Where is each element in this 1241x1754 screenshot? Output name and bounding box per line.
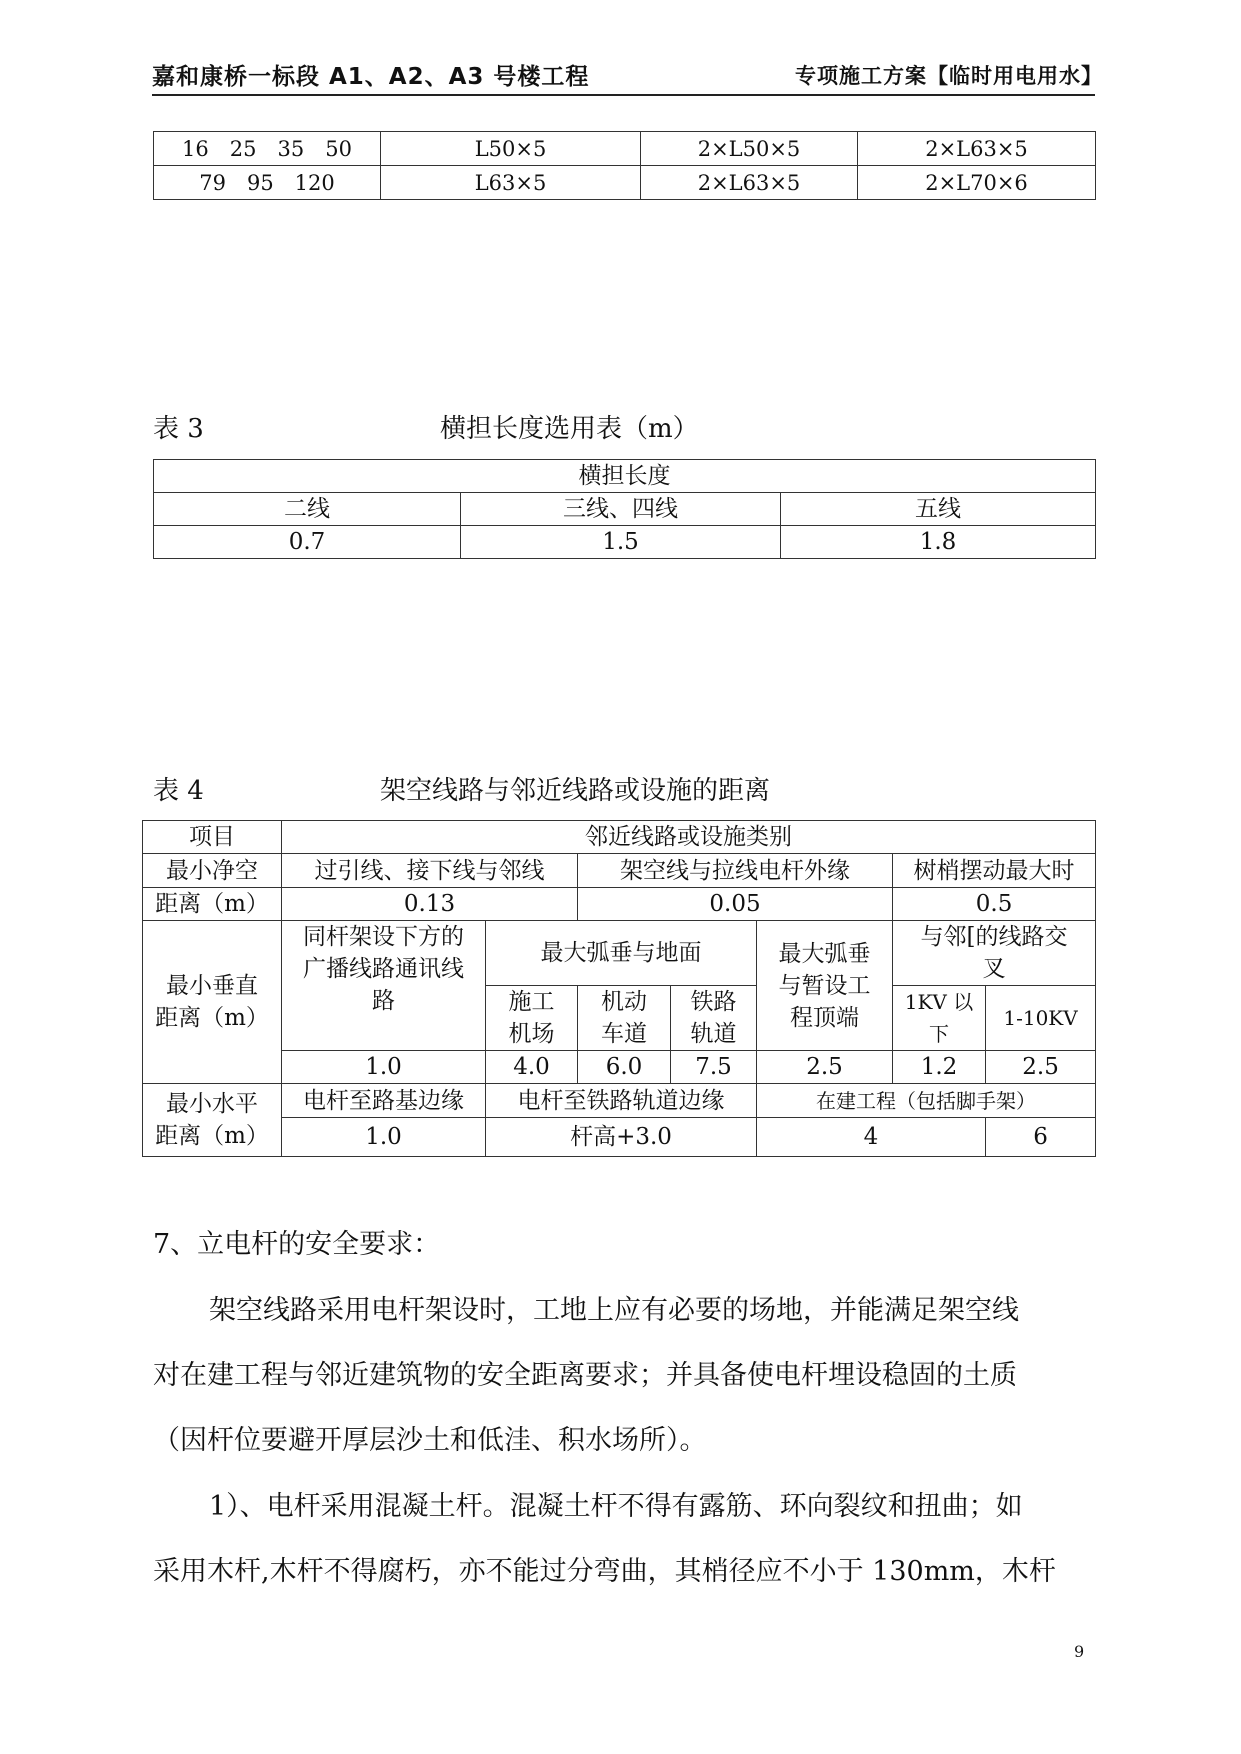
table-cell: 1-10KV [986,986,1096,1051]
header-project-title: 嘉和康桥一标段 A1、A2、A3 号楼工程 [152,64,590,90]
table-row [154,526,1096,559]
row-label-line: 距离（m） [155,1005,269,1031]
cell-line: 程顶端 [790,1004,859,1031]
cell-line: 施工 [508,989,555,1015]
table-cell: 16 25 35 50 [154,132,381,166]
paragraph-line: （因杆位要避开厚层沙土和低洼、积水场所）。 [153,1425,707,1456]
cell-line: 同杆架设下方的 [303,924,464,950]
table-cell: 2×L50×5 [641,132,858,166]
header-rule [152,94,1095,96]
table-cell: 过引线、接下线与邻线 [282,854,578,888]
table-cell: L63×5 [381,166,641,200]
row-label [143,921,282,1084]
table-row [143,1051,1096,1084]
row-label: 最小净空 [143,854,282,888]
table-cell: 2×L63×5 [858,132,1096,166]
cell-line: 与邻[的线路交 [920,924,1068,950]
table-cell: 0.05 [578,888,893,921]
table-cell [578,986,671,1051]
row-label-line: 距离（m） [155,1123,269,1149]
table-cell [893,921,1096,986]
table-cell: 4.0 [486,1051,578,1084]
table-cell: 0.7 [154,526,461,559]
paragraph-line: 架空线路采用电杆架设时，工地上应有必要的场地，并能满足架空线 [209,1295,1019,1326]
table-row [143,1118,1096,1157]
cell-line: 与暂设工 [778,972,871,999]
table4-title: 架空线路与邻近线路或设施的距离 [380,776,771,806]
column-header: 五线 [781,493,1096,526]
table-row [154,460,1096,493]
cell-line: 铁路 [690,989,737,1015]
cell-line: 路 [372,988,395,1014]
table-cell: 2×L63×5 [641,166,858,200]
table-cell: 79 95 120 [154,166,381,200]
cell-line: 轨道 [690,1021,737,1047]
section-heading: 7、立电杆的安全要求： [153,1229,441,1260]
table-cell: 7.5 [671,1051,757,1084]
table-cell: 1.0 [282,1051,486,1084]
table-cell: 1.8 [781,526,1096,559]
page-number: 9 [1074,1642,1085,1661]
table-row [143,854,1096,888]
table3-label: 表 3 [153,414,204,444]
cell-line: 最大弧垂 [778,940,871,967]
table-cell: 最大弧垂与地面 [486,921,757,986]
table-cell: 1.0 [282,1118,486,1157]
table-row [143,888,1096,921]
table-row [154,132,1096,166]
cell-line: 车道 [601,1021,647,1047]
column-header: 二线 [154,493,461,526]
table-cell: 1.2 [893,1051,986,1084]
row-label: 距离（m） [143,888,282,921]
cell-line: 机动 [601,989,647,1015]
table-cell: 杆高+3.0 [486,1118,757,1157]
table-row [143,821,1096,854]
paragraph-line: 对在建工程与邻近建筑物的安全距离要求；并具备使电杆埋设稳固的土质 [153,1360,1017,1391]
row-label-line: 最小垂直 [166,973,258,999]
column-header: 三线、四线 [461,493,781,526]
crossarm-length-table [153,459,1096,559]
table-cell: 2.5 [757,1051,893,1084]
table-cell: 2.5 [986,1051,1096,1084]
table-cell [282,921,486,1051]
cell-line: 1KV 以 [904,990,974,1014]
table-cell: 电杆至铁路轨道边缘 [486,1084,757,1118]
table-cell: 4 [757,1118,986,1157]
table-row [143,921,1096,986]
table-cell: 架空线与拉线电杆外缘 [578,854,893,888]
table4-label: 表 4 [153,776,204,806]
table-cell: 0.5 [893,888,1096,921]
table-cell: 0.13 [282,888,578,921]
table-cell: 电杆至路基边缘 [282,1084,486,1118]
clearance-distance-table [142,820,1096,1157]
cell-line: 下 [929,1022,949,1046]
table-row [143,1084,1096,1118]
table-cell: 树梢摆动最大时 [893,854,1096,888]
table-header: 横担长度 [154,460,1096,493]
table-cell [893,986,986,1051]
cell-line: 机场 [508,1021,555,1047]
table-row [154,166,1096,200]
row-label [143,1084,282,1157]
cell-line: 广播线路通讯线 [303,956,464,982]
table-cell: L50×5 [381,132,641,166]
paragraph-line: 1）、电杆采用混凝土杆。混凝土杆不得有露筋、环向裂纹和扭曲；如 [209,1491,1023,1522]
table-cell [671,986,757,1051]
table-cell: 在建工程（包括脚手架） [757,1084,1096,1118]
paragraph-line: 采用木杆,木杆不得腐朽，亦不能过分弯曲，其梢径应不小于 130mm，木杆 [153,1556,1056,1587]
table-cell [757,921,893,1051]
crossarm-angle-table [153,131,1096,200]
header-doc-type: 专项施工方案【临时用电用水】 [795,64,1103,88]
table-cell: 6 [986,1118,1096,1157]
table-cell: 6.0 [578,1051,671,1084]
cell-line: 叉 [982,956,1006,982]
table-cell [486,986,578,1051]
table3-title: 横担长度选用表（m） [440,414,699,444]
table-cell: 1.5 [461,526,781,559]
table-row [154,493,1096,526]
column-header: 邻近线路或设施类别 [282,821,1096,854]
column-header: 项目 [143,821,282,854]
table-cell: 2×L70×6 [858,166,1096,200]
row-label-line: 最小水平 [166,1091,258,1117]
